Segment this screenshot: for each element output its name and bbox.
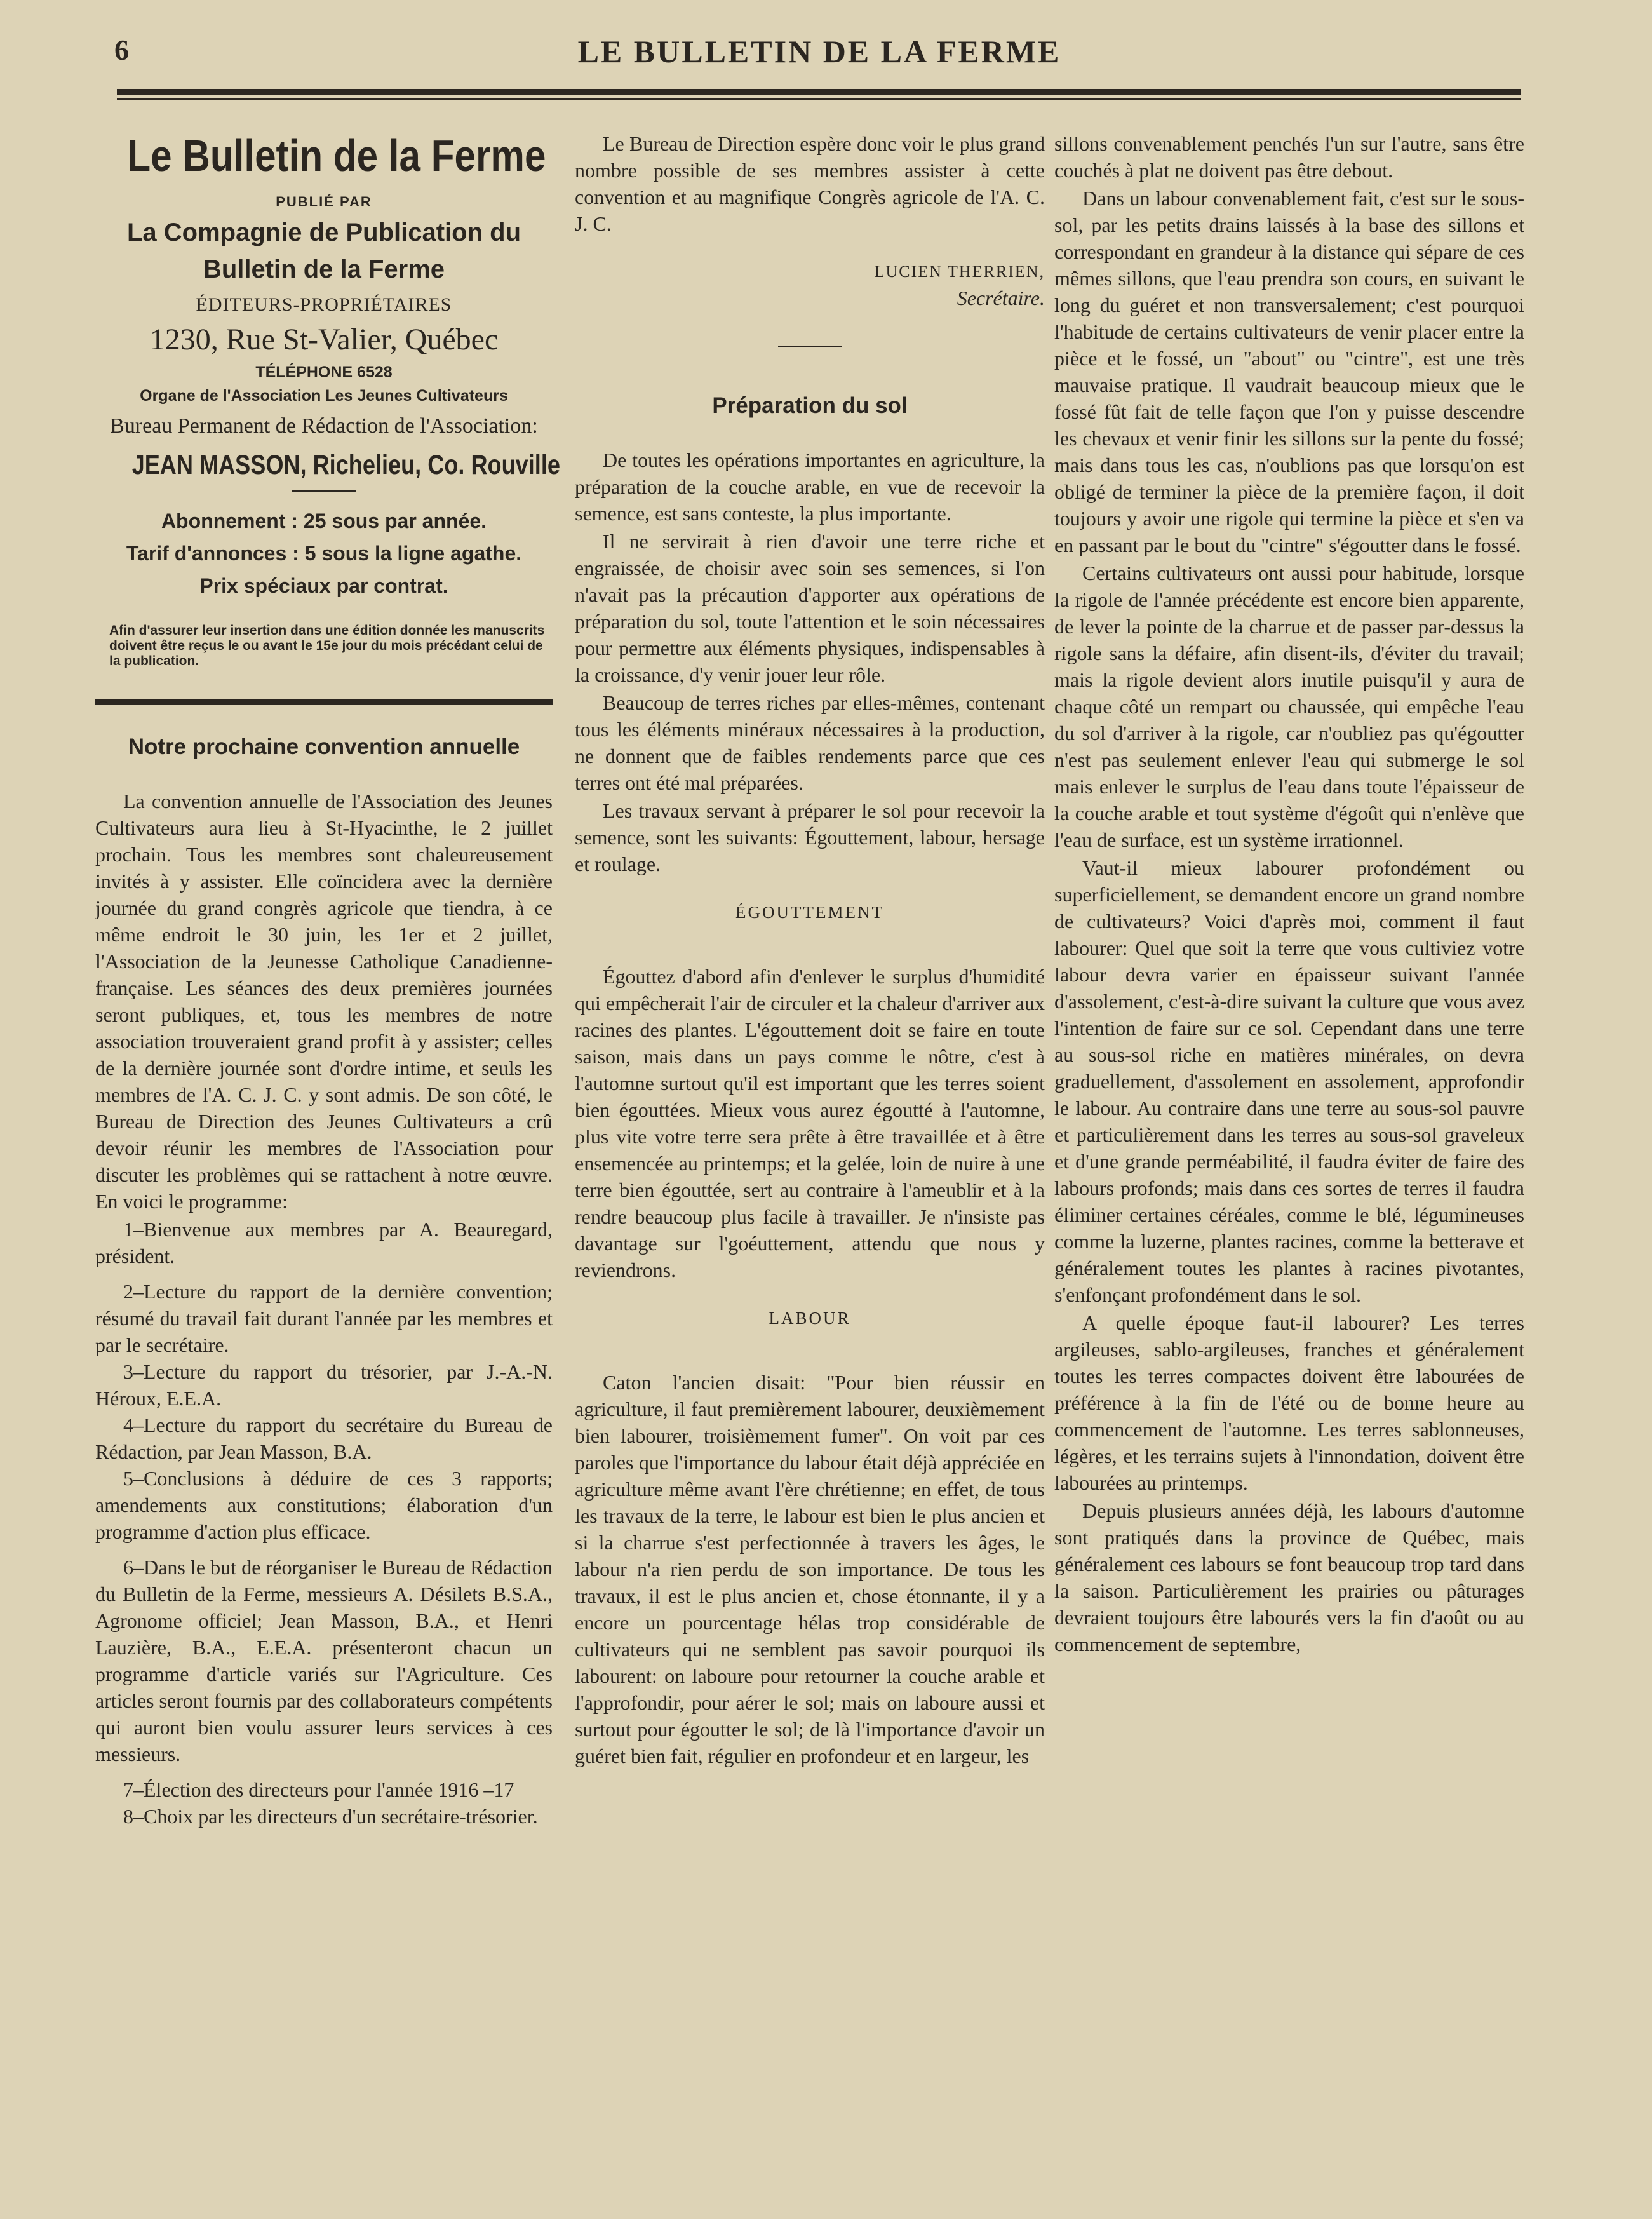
publisher-address: 1230, Rue St-Valier, Québec — [149, 323, 499, 356]
program-item: 1–Bienvenue aux membres par A. Beauregard, président. — [95, 1218, 553, 1267]
labour-paragraph: Depuis plusieurs années déjà, les labours d'automne sont pratiqués dans la province de Québec, mais généralement ces labours se font beaucoup trop tard dans la saison. Particulièrement les prairies ou pâturages devraient toujours être labourés vers la fin d'août ou au commencement de septembre, — [1054, 1499, 1524, 1656]
soil-paragraph: Il ne servirait à rien d'avoir une terre riche et engraissée, de choisir avec soin ses semences, si l'on n'avait pas la précaution d'apporter aux opérations de préparation du sol, toute l'attention et le soin nécessaires pour permettre aux éléments physiques, indispensables à la croissance, d'y venir jouer leur rôle. — [575, 530, 1045, 686]
program-item: 5–Conclusions à déduire de ces 3 rapports; amendements aux constitutions; élaboration d'un programme d'action plus efficace. — [95, 1467, 553, 1543]
special-prices: Prix spéciaux par contrat. — [199, 574, 448, 597]
header-rule — [117, 89, 1521, 95]
soil-paragraph: Les travaux servant à préparer le sol pour recevoir la semence, sont les suivants: Égouttement, labour, hersage et roulage. — [575, 799, 1045, 875]
section-rule — [95, 699, 553, 705]
column-2 — [575, 130, 1045, 1770]
publisher-phone: TÉLÉPHONE 6528 — [255, 363, 393, 381]
soil-paragraph: Beaucoup de terres riches par elles-mêmes, contenant tous les éléments minéraux nécessaires à la production, ne donnent que de faibles rendements parce que ces terres ont été mal préparées. — [575, 691, 1045, 794]
soil-paragraph: De toutes les opérations importantes en agriculture, la préparation de la couche arable, en vue de recevoir la semence, est sans conteste, la plus importante. — [575, 449, 1045, 525]
submission-note: Afin d'assurer leur insertion dans une édition donnée les manuscrits doivent être reçus le ou avant le 15e jour du mois précédant celui de la publication. — [109, 623, 545, 668]
program-item: 3–Lecture du rapport du trésorier, par J.-A.-N. Héroux, E.E.A. — [95, 1360, 553, 1410]
published-by: PUBLIÉ PAR — [276, 194, 372, 210]
organ-line: Organe de l'Association Les Jeunes Cultivateurs — [140, 387, 508, 405]
ad-rate: Tarif d'annonces : 5 sous la ligne agathe. — [126, 542, 522, 565]
publisher-name: La Compagnie de Publication du Bulletin de la Ferme — [126, 219, 521, 283]
drainage-heading: ÉGOUTTEMENT — [735, 903, 884, 922]
page-number: 6 — [114, 34, 129, 66]
labour-heading: LABOUR — [769, 1309, 851, 1328]
labour-paragraph: A quelle époque faut-il labourer? Les terres argileuses, sablo-argileuses, franches et généralement toutes les terres compactes doivent être labourées de préférence à la fin de l'été ou de bonne heure au commencement de l'automne. Les terres sablonneuses, légères, et les terrains sujets à l'innondation, doivent être labourées au printemps. — [1054, 1311, 1524, 1494]
column-3 — [1054, 130, 1524, 1659]
signature-name: LUCIEN THERRIEN, — [874, 262, 1045, 281]
program-item: 2–Lecture du rapport de la dernière convention; résumé du travail fait durant l'année par les membres et par le secrétaire. — [95, 1280, 553, 1356]
signature-role: Secrétaire. — [957, 287, 1045, 309]
header-rule-thin — [117, 98, 1521, 100]
labour-paragraph: Caton l'ancien disait: "Pour bien réussir en agriculture, il faut premièrement labourer, deuxièmement bien labourer, troisièmement fumer". On voit par ces paroles que l'importance du labour était déjà appréciée en agriculture même avant l'ère chrétienne; en effet, de tous les travaux de la terre, le labour est bien le plus ancien et si la charrue s'est perfectionnée à travers les âges, le labour n'a rien perdu de son importance. De tous les travaux, il est le plus ancien et, chose étonnante, il y a encore un pourcentage hélas trop considérable de cultivateurs qui ne semblent pas savoir pourquoi ils labourent: on laboure pour retourner la couche arable et l'approfondir, pour aérer le sol; mais on laboure aussi et surtout pour égoutter le sol; de là l'importance d'avoir un guéret bien fait, régulier en profondeur et en largeur, les — [575, 1371, 1045, 1767]
convention-paragraph: La convention annuelle de l'Association des Jeunes Cultivateurs aura lieu à St-Hyacinthe, le 2 juillet prochain. Tous les membres sont chaleureusement invités à y assister. Elle coïncidera avec la dernière journée du grand congrès agricole que tiendra, à ce même endroit le 30 juin, les 1er et 2 juillet, l'Association de la Jeunesse Catholique Canadienne-française. Les séances des deux premières journées seront publiques, et, tous les membres de notre association trouveraient grand profit à y assister; celles de la dernière journée sont d'ordre intime, et seuls les membres de l'A. C. J. C. y sont admis. De son côté, le Bureau de Direction des Jeunes Cultivateurs a crû devoir réunir les membres de l'Association pour discuter les problèmes qui se rattachent à notre œuvre. En voici le programme: — [95, 790, 553, 1213]
running-title: LE BULLETIN DE LA FERME — [577, 34, 1061, 69]
program-item: 7–Élection des directeurs pour l'année 1916 –17 — [123, 1778, 514, 1801]
subscription-rate: Abonnement : 25 sous par année. — [161, 509, 487, 532]
soil-headline: Préparation du sol — [712, 393, 908, 418]
drainage-paragraph: Égouttez d'abord afin d'enlever le surplus d'humidité qui empêcherait l'air de circuler et la chaleur d'arriver aux racines des plantes. L'égouttement doit se faire en toute saison, mais dans un pays comme le nôtre, c'est à l'automne surtout qu'il est important que les terres soient bien égouttées. Mieux vous aurez égoutté à l'automne, plus vite votre terre sera prête à être travaillée et à être ensemencée au printemps; et la gelée, loin de nuire à une terre bien égouttée, sert au contraire à l'ameublir et à la rendre beaucoup plus facile à travailler. Je n'insiste pas davantage sur l'goéuttement, attendu que nous y reviendrons. — [575, 965, 1045, 1281]
labour-continued: sillons convenablement penchés l'un sur l'autre, sans être couchés à plat ne doivent pas être debout. — [1054, 132, 1524, 182]
labour-paragraph: Certains cultivateurs ont aussi pour habitude, lorsque la rigole de l'année précédente est encore bien apparente, de lever la pointe de la charrue et de passer par-dessus la rigole sans la défaire, afin disent-ils, d'éviter du travail; mais la rigole devient alors inutile puisqu'il y aura de chaque côté un rempart ou chaussée, qui empêche l'eau du sol d'arriver à la rigole, car n'oubliez pas qu'égoutter n'est pas seulement enlever l'eau qui submerge le sol mais enlever le surplus de l'eau dans toute l'épaisseur de la couche arable et tout système d'égoût qui n'enlève que l'eau de surface, est un système irrationnel. — [1054, 562, 1524, 851]
program-item: 6–Dans le but de réorganiser le Bureau de Rédaction du Bulletin de la Ferme, messieurs A. Désilets B.S.A., Agronome officiel; Jean Masson, B.A., et Henri Lauzière, B.A., E.E.A. présenteront chacun un programme d'article variés sur l'Agriculture. Ces articles seront fournis par des collaborateurs compétents qui auront bien voulu assurer leurs services à ces messieurs. — [95, 1556, 553, 1765]
convention-headline: Notre prochaine convention annuelle — [128, 734, 520, 759]
bureau-line: Bureau Permanent de Rédaction de l'Association: — [110, 414, 538, 438]
labour-paragraph: Dans un labour convenablement fait, c'est sur le sous-sol, par les petits drains laissés à la base des sillons et correspondant en grandeur à la distance qui sépare de ces mêmes sillons, que l'eau prendra son cours, en suivant le long du guéret et non transversalement; c'est pourquoi l'habitude de certains cultivateurs de venir placer entre la pièce et le fossé, un "about" ou "cintre", est une très mauvaise pratique. Il vaudrait beaucoup mieux que le fossé fût fait de telle façon que l'on y puisse descendre les chevaux et venir finir les sillons sur la pente du fossé; mais dans tous les cas, n'oublions pas que lorsqu'on est obligé de terminer la pièce de la première façon, il doit toujours y avoir une rigole qui termine la pièce et s'en va en passant par le bout du "cintre" s'égoutter dans le fossé. — [1054, 187, 1524, 556]
program-item: 8–Choix par les directeurs d'un secrétaire-trésorier. — [123, 1805, 538, 1828]
editors-label: ÉDITEURS-PROPRIÉTAIRES — [196, 294, 452, 315]
divider — [778, 346, 842, 347]
program-item: 4–Lecture du rapport du secrétaire du Bureau de Rédaction, par Jean Masson, B.A. — [95, 1413, 553, 1463]
labour-paragraph: Vaut-il mieux labourer profondément ou superficiellement, se demandent encore un grand nombre de cultivateurs? Voici d'après moi, comment il faut labourer: Quel que soit la terre que vous cultiviez votre labour devra varier en épaisseur suivant l'année d'assolement, c'est-à-dire suivant la culture que vous avez l'intention de faire sur ce sol. Cependant dans une terre au sous-sol riche en matières minérales, on devra graduellement, d'assolement en assolement, approfondir le labour. Au contraire dans une terre au sous-sol pauvre et particulièrement dans les terres au sous-sol graveleux et d'une grande perméabilité, il faudra éviter de faire des labours profonds; mais dans ces sortes de terres il faudra éliminer certaines céréales, comme le blé, légumineuses comme la luzerne, plantes racines, comme la betterave et généralement toutes les plantes à racines pivotantes, s'enfonçant profondément dans le sol. — [1054, 856, 1524, 1306]
page-header — [114, 33, 1524, 71]
masthead — [95, 130, 560, 669]
masthead-title: Le Bulletin de la Ferme — [127, 131, 546, 180]
director-line: JEAN MASSON, Richelieu, Co. Rouville — [131, 450, 560, 480]
divider — [292, 490, 356, 492]
column-1 — [95, 130, 560, 1830]
convention-closing: Le Bureau de Direction espère donc voir le plus grand nombre possible de ses membres assister à cette convention et au magnifique Congrès agricole de l'A. C. J. C. — [575, 132, 1045, 235]
